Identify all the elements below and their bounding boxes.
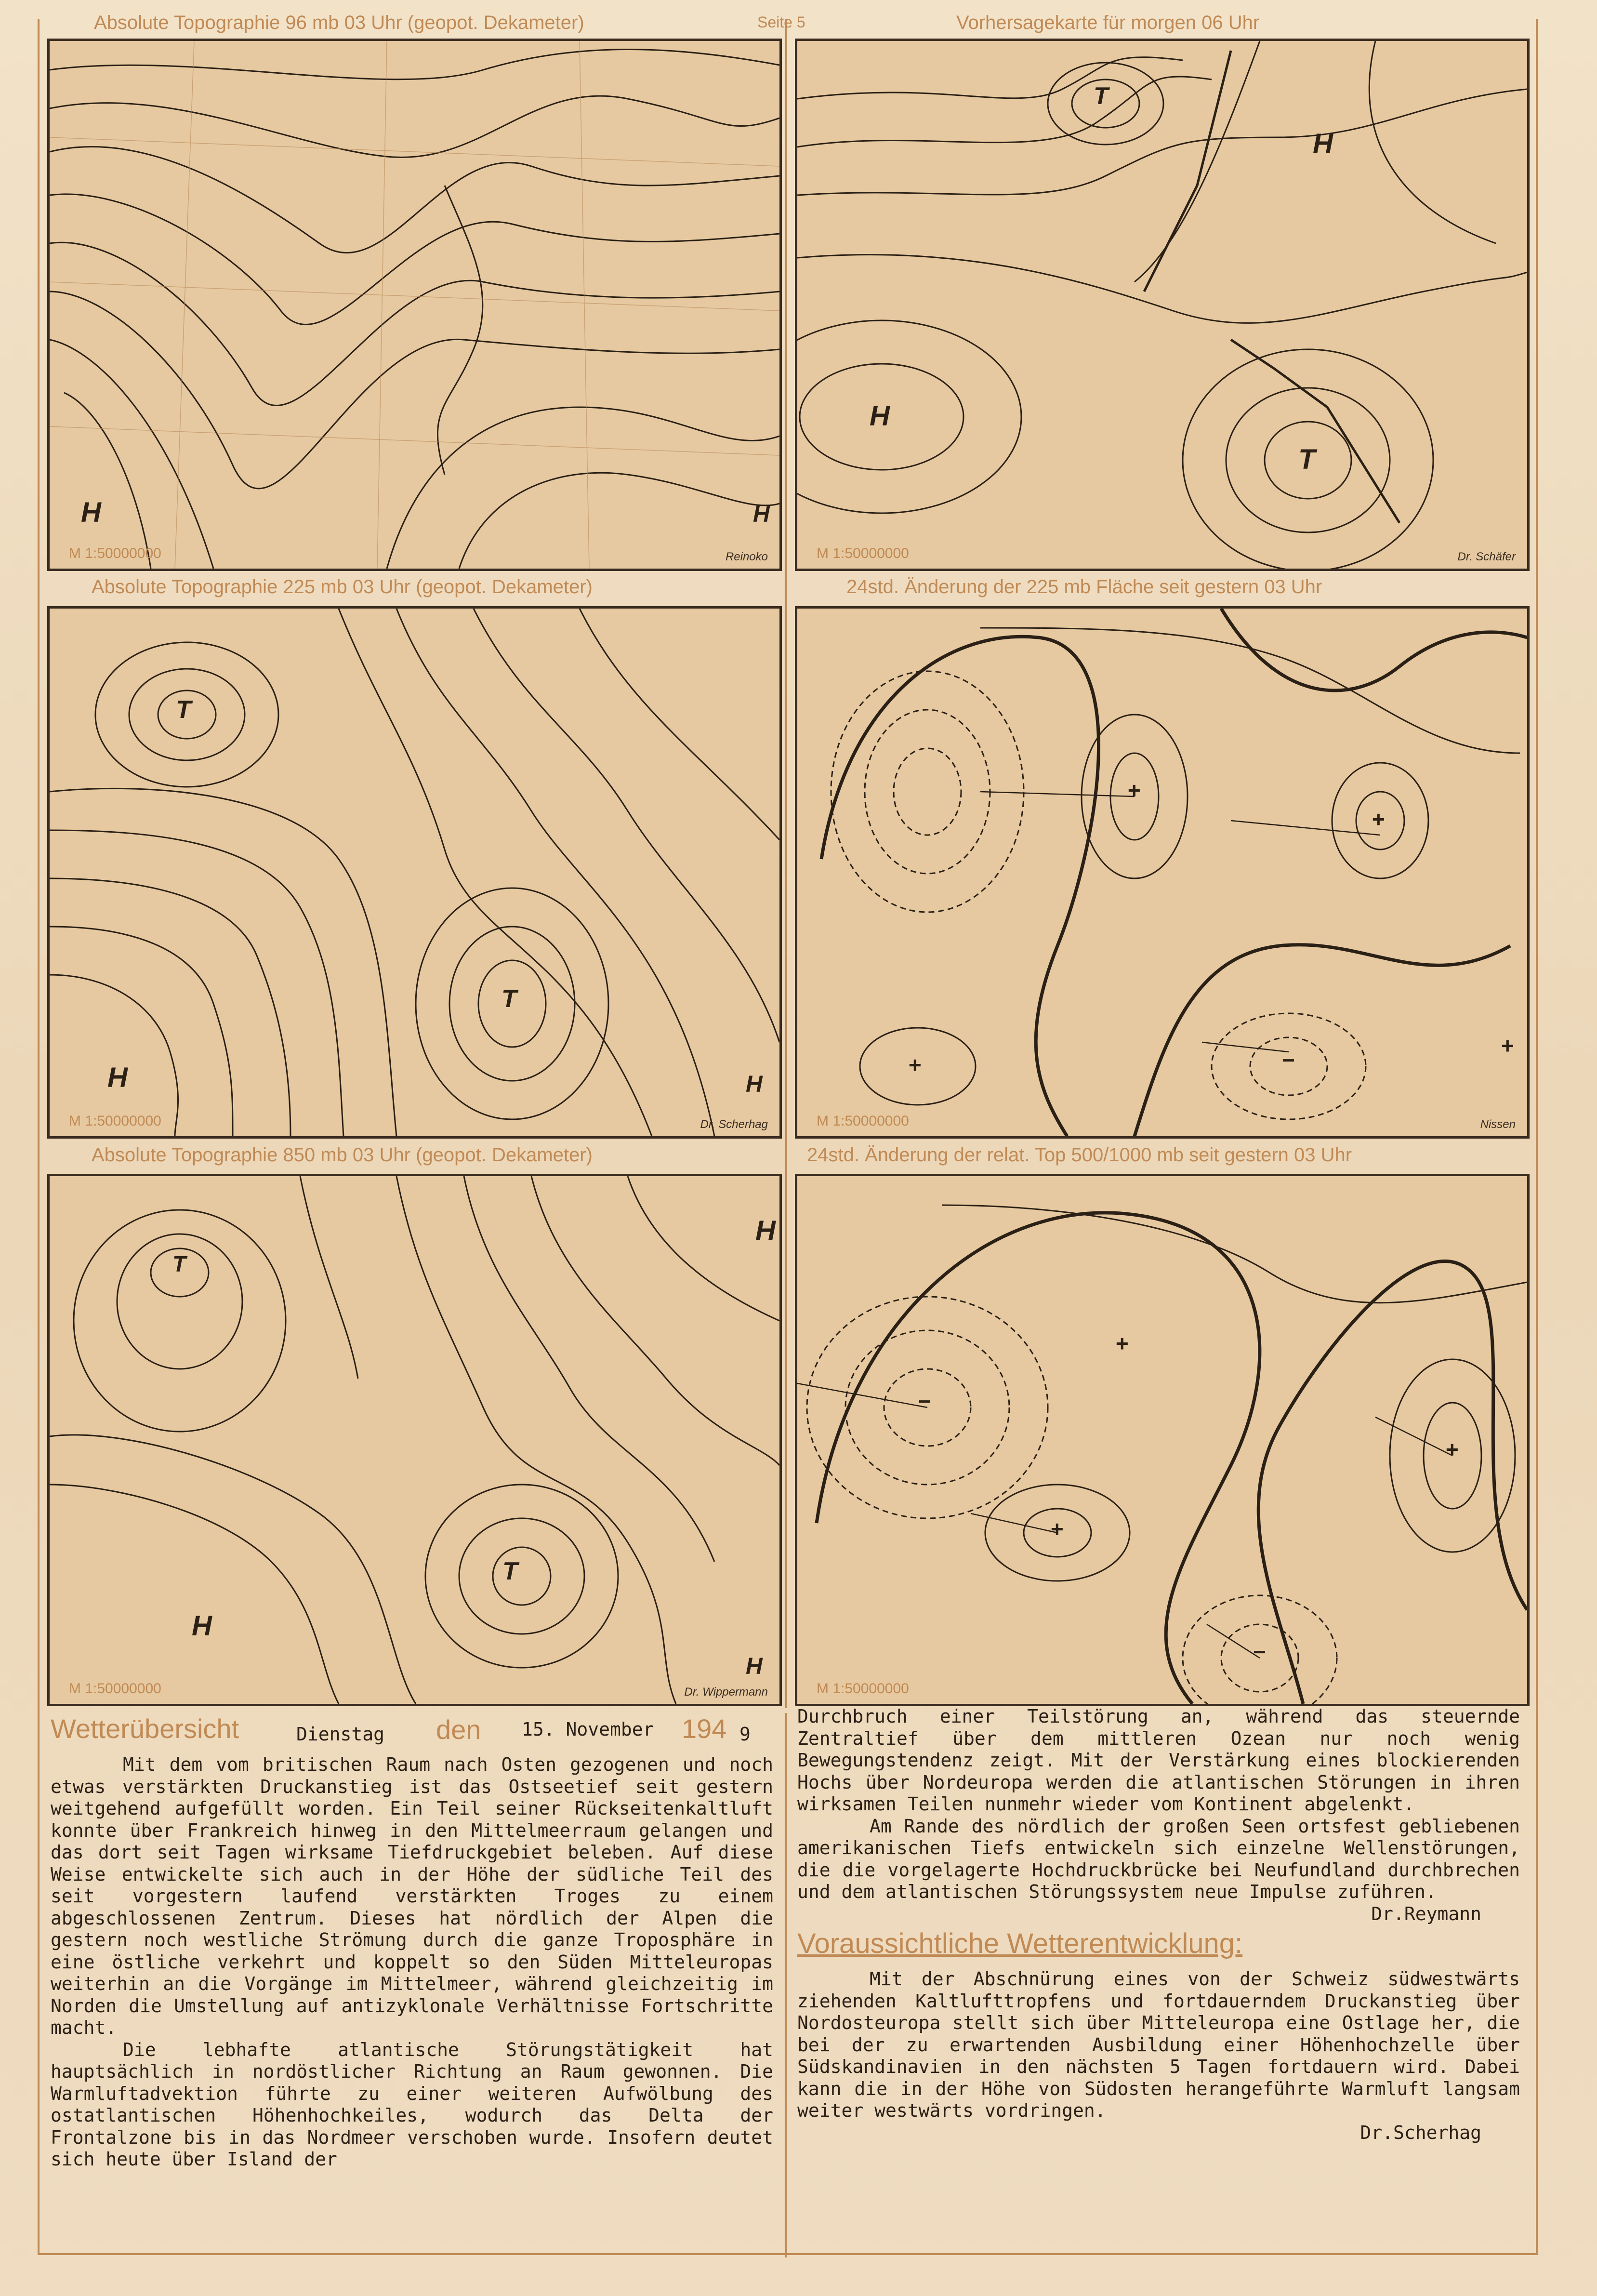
- map-scale: M 1:50000000: [817, 1113, 909, 1129]
- weather-map: [795, 39, 1530, 571]
- plus-symbol: +: [1050, 1516, 1063, 1541]
- minus-symbol: −: [918, 1389, 931, 1414]
- high-pressure-symbol: H: [746, 1654, 763, 1679]
- frame-right: [1536, 19, 1538, 2255]
- contour-lines: [797, 41, 1527, 569]
- frame-middle: [785, 19, 787, 1708]
- plus-symbol: +: [1127, 778, 1140, 803]
- plus-symbol: +: [1445, 1437, 1458, 1462]
- map-author: Nissen: [1480, 1118, 1516, 1131]
- report-paragraph: Am Rande des nördlich der großen Seen ortsfest gebliebenen amerikanischen Tiefs entwickeln sich einzelne Wellenstörungen, die die vorgelagerte Hochdruckbrücke bei Neufundland durchbrechen und dem atlantischen Störungssystem neue Impulse zuführen.: [797, 1815, 1520, 1902]
- contour-lines: [797, 1176, 1527, 1704]
- low-pressure-symbol: T: [1094, 82, 1109, 109]
- report-right-column: [797, 1706, 1520, 2144]
- report-paragraph: Durchbruch einer Teilstörung an, während das steuernde Zentraltief über dem mittleren Ozean nur noch wenig Bewegungstendenz zeigt. Mit der Verstärkung eines blockierenden Hochs über Nordeuropa werden die atlantischen Störungen in ihren wirksamen Teilen nunmehr wieder vom Kontinent abgelenkt.: [797, 1706, 1520, 1815]
- high-pressure-symbol: H: [81, 497, 101, 528]
- high-pressure-symbol: H: [755, 1215, 776, 1247]
- high-pressure-symbol: H: [107, 1062, 128, 1093]
- report-signature: Dr.Reymann: [1371, 1903, 1481, 1924]
- low-pressure-symbol: T: [502, 985, 517, 1013]
- plus-symbol: +: [908, 1052, 921, 1077]
- low-pressure-symbol: T: [172, 1251, 186, 1276]
- report-year-prefix: 194: [682, 1713, 727, 1744]
- forecast-signature: Dr.Scherhag: [1360, 2122, 1481, 2143]
- map-author: Reinoko: [725, 550, 768, 563]
- report-day: Dienstag: [296, 1724, 385, 1745]
- forecast-paragraph: Mit der Abschnürung eines von der Schweiz südwestwärts ziehenden Kaltlufttropfens und fortdauerndem Druckanstieg über Nordosteuropa stellt sich über Mitteleuropa eine Ostlage her, die bei der zu erwartenden Ausbildung einer Höhenhochzelle über Südskandinavien in den nächsten 5 Tagen fortdauern wird. Dabei kann die in der Höhe von Südosten herangeführte Warmluft langsam weiter westwärts vordringen.: [797, 1968, 1520, 2121]
- report-paragraph: Die lebhafte atlantische Störungstätigkeit hat hauptsächlich in nordöstlicher Richtung an Raum gewonnen. Die Warmluftadvektion führte zu einer weiteren Aufwölbung des ostatlantischen Höhenhochkeiles, wodurch das Delta der Frontalzone bis in das Nordmeer verschoben wurde. Insofern deutet sich heute über Island der: [51, 2039, 773, 2170]
- map-title: Absolute Topographie 850 mb 03 Uhr (geopot. Dekameter): [92, 1144, 593, 1166]
- weather-map: [795, 606, 1530, 1139]
- report-den: den: [436, 1714, 481, 1745]
- map-scale: M 1:50000000: [69, 1113, 161, 1129]
- weather-map: [795, 1174, 1530, 1706]
- plus-symbol: +: [1115, 1331, 1128, 1356]
- map-scale: M 1:50000000: [69, 545, 161, 561]
- high-pressure-symbol: H: [192, 1610, 212, 1642]
- map-title: Absolute Topographie 96 mb 03 Uhr (geopot. Dekameter): [94, 12, 584, 33]
- frame-left: [38, 19, 40, 2255]
- contour-lines: [50, 609, 779, 1136]
- low-pressure-symbol: T: [1298, 444, 1316, 475]
- high-pressure-symbol: H: [746, 1072, 763, 1097]
- weather-map: [47, 39, 782, 571]
- forecast-heading: Voraussichtliche Wetterentwicklung:: [797, 1928, 1243, 1959]
- map-author: Dr. Wippermann: [684, 1686, 768, 1699]
- report-left-column: [51, 1754, 773, 2171]
- contour-lines: [50, 41, 779, 569]
- map-title: Vorhersagekarte für morgen 06 Uhr: [956, 12, 1260, 33]
- high-pressure-symbol: H: [870, 400, 890, 432]
- map-title: Absolute Topographie 225 mb 03 Uhr (geopot. Dekameter): [92, 576, 593, 597]
- plus-symbol: +: [1372, 807, 1385, 832]
- map-title: 24std. Änderung der relat. Top 500/1000 mb seit gestern 03 Uhr: [807, 1144, 1352, 1166]
- minus-symbol: −: [1281, 1048, 1294, 1073]
- report-date: 15. November: [522, 1719, 654, 1740]
- page-number: Seite 5: [757, 13, 805, 31]
- high-pressure-symbol: H: [1313, 128, 1333, 159]
- report-heading: Wetterübersicht: [51, 1713, 239, 1744]
- contour-lines: [50, 1176, 779, 1704]
- report-year-suffix: 9: [739, 1724, 751, 1745]
- map-author: Dr. Schäfer: [1457, 550, 1516, 563]
- map-scale: M 1:50000000: [817, 1681, 909, 1697]
- low-pressure-symbol: T: [502, 1557, 518, 1585]
- map-scale: M 1:50000000: [69, 1681, 161, 1697]
- frame-bottom: [38, 2253, 1538, 2255]
- weather-map: [47, 1174, 782, 1706]
- map-title: 24std. Änderung der 225 mb Fläche seit gestern 03 Uhr: [846, 576, 1322, 597]
- report-paragraph: Mit dem vom britischen Raum nach Osten gezogenen und noch etwas verstärkten Druckanstieg ist das Ostseetief seit gestern weitgehend aufgefüllt worden. Ein Teil seiner Rückseitenkaltluft konnte über Frankreich hinweg in den Mittelmeerraum gelangen und das dort seit Tagen wirksame Tiefdruckgebiet beleben. Auf diese Weise entwickelte sich auch in der Höhe der südliche Teil des seit vorgestern laufend verstärkten Troges zu einem abgeschlossenen Zentrum. Dieses hat nördlich der Alpen die gestern noch westliche Strömung durch die ganze Troposphäre in eine östliche verkehrt und koppelt so den Süden Mitteleuropas weiterhin an die Vorgänge im Mittelmeer, während gleichzeitig im Norden die Umstellung auf antizyklonale Verhältnisse Fortschritte macht.: [51, 1754, 773, 2038]
- high-pressure-symbol: H: [753, 502, 770, 527]
- column-rule: [785, 1713, 787, 2257]
- minus-symbol: −: [1253, 1639, 1266, 1664]
- low-pressure-symbol: T: [176, 696, 191, 724]
- map-author: Dr. Scherhag: [700, 1118, 768, 1131]
- plus-symbol: +: [1501, 1033, 1514, 1058]
- contour-lines: [797, 609, 1527, 1136]
- weather-map: [47, 606, 782, 1139]
- map-scale: M 1:50000000: [817, 545, 909, 561]
